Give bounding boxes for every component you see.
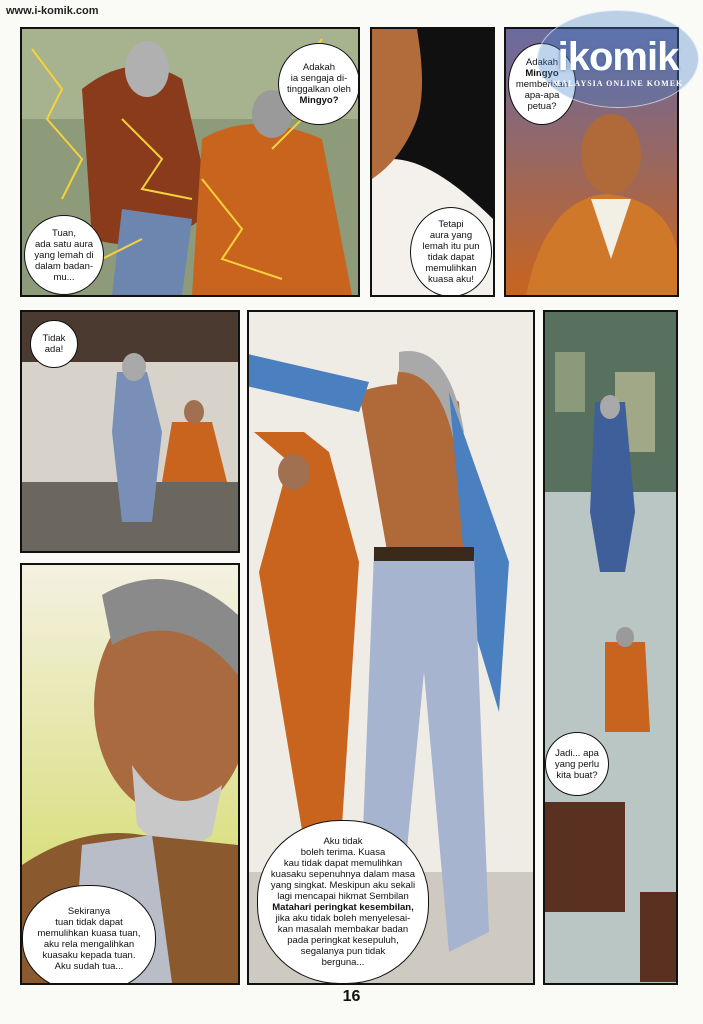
panel-5-main-figure xyxy=(247,310,535,985)
speech-bubble-petua: Adakah Mingyo memberikan apa-apa petua? xyxy=(508,43,576,125)
speech-bubble-aku-tidak: Aku tidak boleh terima. Kuasa kau tidak dapat memulihkan kuasaku sepenuhnya dalam masa yang singkat. Meskipun aku sekali lagi mencapai hikmat Sembilan Matahari peringkat kesembilan, jika aku tidak boleh menyelesai- kan masalah membakar badan pada peringkat kesepuluh, segalanya pun tidak berguna... xyxy=(257,820,429,984)
panel-2-face-closeup xyxy=(370,27,495,297)
panel-7-elder-closeup xyxy=(20,563,240,985)
panel-1-lightning xyxy=(20,27,360,297)
speech-bubble-adakah: Adakah ia sengaja di- tinggalkan oleh Mingyo? xyxy=(278,43,360,125)
speech-bubble-tidak-ada: Tidak ada! xyxy=(30,320,78,368)
panel-6-city-window xyxy=(543,310,678,985)
speech-bubble-tetapi: Tetapi aura yang lemah itu pun tidak dapat memulihkan kuasa aku! xyxy=(410,207,492,297)
speech-bubble-jadi: Jadi... apa yang perlu kita buat? xyxy=(545,732,609,796)
speech-bubble-tuan: Tuan, ada satu aura yang lemah di dalam badan- mu... xyxy=(24,215,104,295)
panel-4-interior xyxy=(20,310,240,553)
website-watermark: www.i-komik.com xyxy=(6,5,99,17)
page-number: 16 xyxy=(342,988,361,1005)
panel-6-art xyxy=(545,312,676,983)
speech-bubble-sekiranya: Sekiranya tuan tidak dapat memulihkan kuasa tuan, aku rela mengalihkan kuasaku kepada tuan. Aku sudah tua... xyxy=(22,885,156,985)
ikomik-logo: ikomik MALAYSIA ONLINE KOMEK xyxy=(537,10,699,108)
